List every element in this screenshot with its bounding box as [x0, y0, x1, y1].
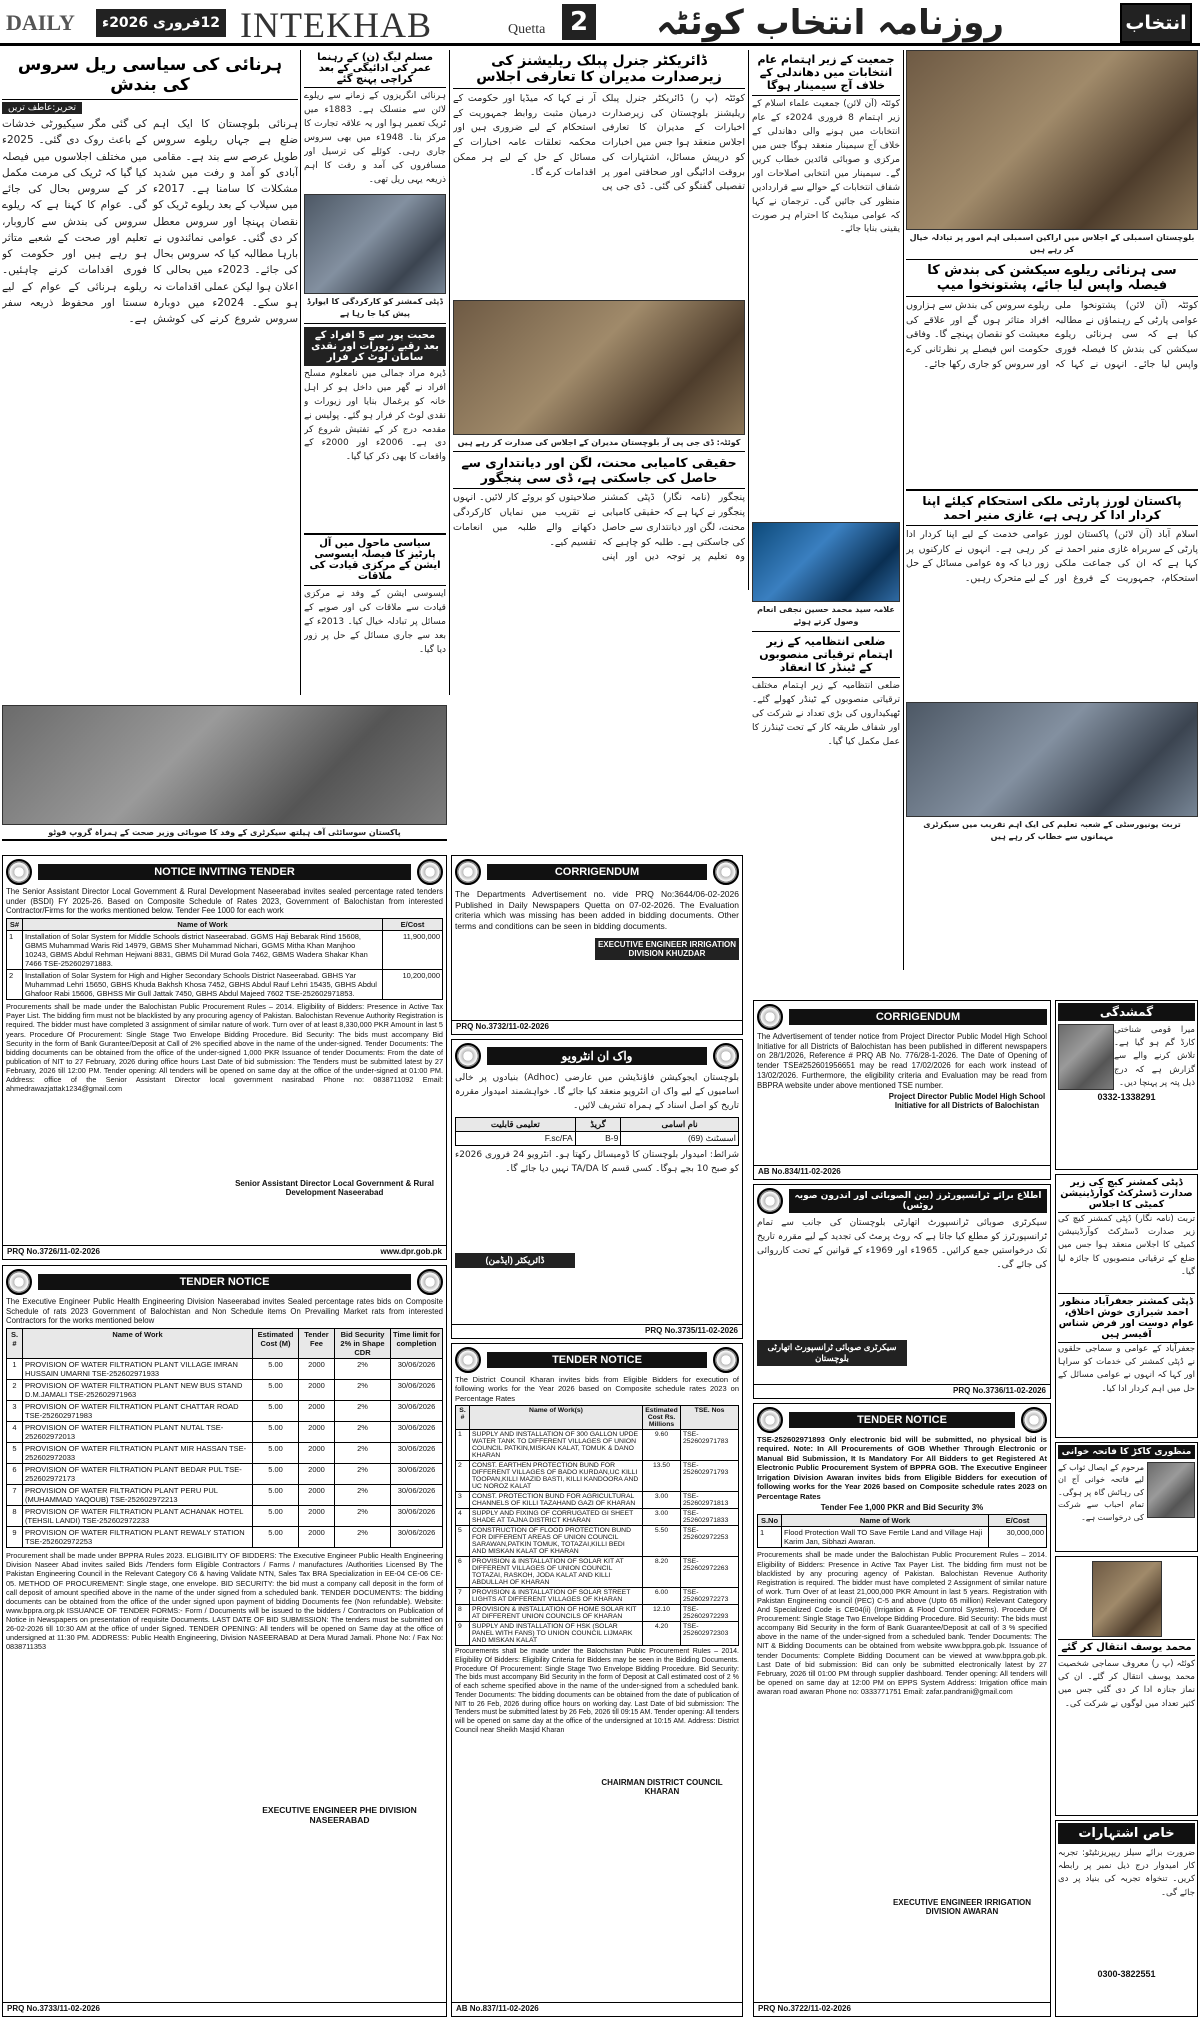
cell: TSE-252602972273 [681, 1588, 739, 1605]
cell: TSE-252602971813 [681, 1492, 739, 1509]
ad-intro: The District Council Kharan invites bids from Eligible Bidders for execution of following works for the Year 2026 based on Composite schedule rates 2023 on Percentage Rates [455, 1375, 739, 1403]
cell: CONST. EARTHEN PROTECTION BUND FOR DIFFERENT VILLAGES OF BADO KURDAN,UC KILLI TOOPAN,KILLI MAZID BASTI, KILLI KANDOORA AND UC NOROZ KALAT [470, 1461, 643, 1492]
prq-ref: PRQ No.3722/11-02-2026 [758, 2004, 851, 2013]
col-header: تعلیمی قابلیت [456, 1117, 576, 1131]
col-header: S.No [758, 1515, 782, 1527]
cell: TSE-252602972303 [681, 1622, 739, 1646]
corrigendum-pmhs [753, 1000, 1051, 1180]
ad-intro: The Executive Engineer Public Health Engineering Division Naseerabad invites Sealed percentage rates bids on Composite Schedule of rats 2023 Government of Balochistan and Non Schedule items On Prevailing Market rats from interested Contractors for the works mentioned below [6, 1297, 443, 1326]
column-4 [752, 50, 900, 970]
headline-dgpr: ڈائریکٹر جنرل پبلک ریلیشنز کی زیرصدارت مدیران کا تعارفی اجلاس [453, 50, 745, 89]
prq-ref: PRQ No.3733/11-02-2026 [7, 2004, 100, 2013]
govt-seal-icon [417, 1269, 443, 1295]
dc-meeting-news [1055, 1174, 1198, 1438]
cell: 8 [7, 1506, 23, 1527]
cell: 1 [758, 1527, 782, 1548]
cell: 9 [456, 1622, 470, 1646]
govt-seal-icon [6, 1269, 32, 1295]
table-row [7, 1443, 443, 1464]
cell: 30,000,000 [989, 1527, 1047, 1548]
cell: 5.00 [253, 1380, 299, 1401]
gumshuda-ad [1055, 1000, 1198, 1170]
ad-intro: The Senior Assistant Director Local Government & Rural Development Naseerabad invites sealed percentage rated tenders under (BSDI) FY 2025-26. Based on Composite Schedule of Rates 2023, Government of Balochistan from interested Contractor/Firms for the works mentioned below. Tender Fee 1000 for each work [6, 887, 443, 916]
ad-conditions: شرائط: امیدوار بلوچستان کا ڈومیسائل رکھتا ہو۔ انٹرویو 24 فروری 2026ء کو صبح 10 بجے ہوگا۔ کسی قسم کا TA/DA نہیں دیا جائے گا۔ [455, 1149, 739, 1174]
table-row [7, 970, 443, 1000]
govt-seal-icon [455, 1043, 481, 1069]
cell: 4 [456, 1509, 470, 1526]
ad-body: Procurements shall be made under the Balochistan Public Procurement Rules – 2014. Eligibility of Bidders: Presence in Active Tax Payer List. The bidding firm must not be blacklisted by any procuring agency of Pakistan. Balochistan Revenue Authority Registration is required. The bidder must have completed 3 assignment of similar nature of work. Turn over of at least 8,330,000 PKR Amount in last 5 years. Procedure Of Procurement: Single Stage Two Envelope Bidding Procedure. Bid Security: The bids must accompany Bid Security in the form of Bank Gurantee/Deposit at Call of 2% specified above in the name of the under-signed. Tender Documents: The bidding documents can be obtained from the office of the under-signed 1,000 PKR Issuance of tender Documents: From the date of publication of NIT to 27 February, 2026 during office hours Last Date of bid submission: The Tenders must be submitted latest by 27 February, 2026 till 12:00 PM. Tender opening: All tenders will be opened on same day at the office of the under-signed at 01:00 PM. Address: office of the Senior Assistant Director local government nasirabad Phone no: 0838711092 Email: ahmedrawazjattak1234@gmail.com [6, 1002, 443, 1094]
govt-seal-icon [6, 859, 32, 885]
classified-ads [1055, 1820, 1198, 2017]
phone-number: 0300-3822551 [1097, 1969, 1156, 1979]
prq-ref: PRQ No.3736/11-02-2026 [953, 1386, 1046, 1395]
date-badge: 12فروری 2026ء [96, 9, 226, 37]
cell: B-9 [575, 1131, 621, 1145]
col-header: S. # [7, 1329, 23, 1359]
cell: 8 [456, 1605, 470, 1622]
tender-table [757, 1514, 1047, 1548]
award-photo [304, 194, 446, 294]
col-header: Name of Work(s) [470, 1406, 643, 1430]
ad-title: اطلاع برائے ٹرانسپورٹرز (بین الصوبائی اور اندرون صوبہ روٹس) [789, 1189, 1047, 1213]
table-row [456, 1131, 739, 1145]
column-divider [748, 50, 749, 590]
cell: 11,900,000 [383, 931, 443, 970]
cell: F.sc/FA [456, 1131, 576, 1145]
post-qty: 69 [690, 1132, 701, 1143]
masthead [0, 0, 1200, 46]
article-body: جعفرآباد کے عوامی و سماجی حلقوں نے ڈپٹی کمشنر کی خدمات کو سراہا اور کہا کہ انہوں نے عوامی مسائل کے حل میں اہم کردار ادا کیا۔ [1058, 1344, 1195, 1394]
cell: 10,200,000 [383, 970, 443, 1000]
col-header: نام اسامی [621, 1117, 739, 1131]
cell: TSE-252602972293 [681, 1605, 739, 1622]
cell: PROVISION OF WATER FILTRATION PLANT VILLAGE IMRAN HUSSAIN UMARNI TSE-252602971933 [23, 1359, 253, 1380]
cell: 4.20 [643, 1622, 681, 1646]
ad-title: TENDER NOTICE [487, 1352, 707, 1368]
cell: SUPPLY AND INSTALLATION OF 300 GALLON UPDE WATER TANK TO DIFFERENT VILLAGES OF UNION COUNCIL PATKIN,MISKAN KALAT, TOMUK & DANO KHARAN [470, 1430, 643, 1461]
ad-body: The Advertisement of tender notice from Project Director Public Model High School Initiative for all Districts of Balochistan has been published in different newspapers on 28/1/2026, Reference # PRQ AB No. 776/28-1-2026. The Date of Opening of tender TSE#252601956651 may be read 17/02/2026 for each work instead of 13/02/2026. Furthermore, the eligibility criteria and Evaluation may be read from BBPRA website under above mentioned TSE number. [757, 1032, 1047, 1090]
table-row [456, 1588, 739, 1605]
prq-ref: PRQ No.3732/11-02-2026 [456, 1022, 549, 1031]
col-header: E/Cost [989, 1515, 1047, 1527]
cell: 30/06/2026 [391, 1464, 443, 1485]
ad-body: ضرورت برائے سیلز ریپریزنٹیٹو: تجربہ کار امیدوار درج ذیل نمبر پر رابطہ کریں۔ تنخواہ تجربہ کی بنیاد پر دی جائے گی۔ [1058, 1848, 1195, 1898]
phone-number: 0332-1338291 [1097, 1091, 1156, 1102]
ad-title: واک ان انٹرویو [487, 1047, 707, 1065]
cell: 30/06/2026 [391, 1527, 443, 1548]
cell: Flood Protection Wall TO Save Fertile Land and Village Haji Karim Jan, Sibhazi Awaran. [782, 1527, 989, 1548]
cell: 2000 [299, 1506, 335, 1527]
byline [2, 103, 298, 113]
cell: 2000 [299, 1485, 335, 1506]
col-header: E/Cost [383, 919, 443, 931]
govt-seal-icon [713, 859, 739, 885]
table-row [456, 1430, 739, 1461]
byline-text: تحریر:عاطف تریں [2, 102, 82, 114]
cell: 2000 [299, 1401, 335, 1422]
headline-dc-jafarabad: ڈپٹی کمشنر جعفرآباد منظور احمد شیرازی خوش اخلاق، عوام دوست اور فرض شناس آفیسر ہیں [1058, 1293, 1195, 1343]
cell: 5.00 [253, 1506, 299, 1527]
col-header: Estimated Cost (M) [253, 1329, 299, 1359]
ad-footer [754, 1165, 1050, 1179]
prq-ref: PRQ No.3735/11-02-2026 [645, 1326, 738, 1335]
ad-title: CORRIGENDUM [487, 864, 707, 880]
ad-footer [754, 1384, 1050, 1398]
cell: PROVISION OF WATER FILTRATION PLANT REWALY STATION TSE-252602972253 [23, 1527, 253, 1548]
ad-footer [452, 1020, 742, 1034]
cell: 30/06/2026 [391, 1359, 443, 1380]
ad-title: TENDER NOTICE [789, 1412, 1015, 1428]
table-row [456, 1461, 739, 1492]
cell: 30/06/2026 [391, 1443, 443, 1464]
ad-body: Procurements shall be made under the Balochistan Public Procurement Rules – 2014. Eligibility Of Bidders: Eligibility Criteria for Bidders may be seen in the Bidding Documents. Procedure Of Procurement: Single Stage Two Envelope Bidding Procedure. Bid Security: The bids must accompany Bid Security in the form of Deposit at Call estimated cost of 2 % of each scheme specified above in the name of the under-signed from a scheduled bank. Tender Documents: The bidding documents can be obtained from the date of publication of NIT to 26 Feb, 2026 during office hours on working day. Last Date of bid submission: The Tenders must be submitted latest by 26 Feb, 2026 till 09:15 AM. Tender opening: All tenders will be opened on same day at the office of the undersigned at 10:15 AM. Address: District Council near Sheikh Masjid Kharan [455, 1648, 739, 1734]
col-header: TSE. Nos [681, 1406, 739, 1430]
col-header: S. # [456, 1406, 470, 1430]
article-body: ہرنائی بلوچستان کا ایک اہم ضلع ہے جہاں ریلوے سروس طویل عرصے سے بند ہے۔ مقامی آبادی کو آمد و رفت میں شدید مشکلات کا سامنا ہے۔ 2017ء میں سیلاب کے بعد ریلوے ٹریک کو نقصان پہنچا اور سروس معطل کر دی گئی۔ عوامی نمائندوں نے بارہا مطالبہ کیا کہ سروس بحال کی جائے۔ 2023ء میں بحالی کا اعلان ہوا لیکن عملی اقدامات نہ ہو سکے۔ 2024ء میں دوبارہ سروس شروع کرنے کی کوشش کی گئی مگر سیکیورٹی خدشات کے باعث روک دی گئی۔ 2025ء میں مختلف اجلاسوں میں فیصلہ کیا گیا کہ ٹریک کی مرمت مکمل کر کے سروس بحال کی جائے گی۔ عوام کا کہنا ہے کہ ریلوے سروس کی بندش سے کاروبار، تعلیم اور صحت کے شعبے متاثر ہو رہے ہیں اور حکومت کو فوری اقدامات کرنے چاہئیں۔ ریلوے ہرنائی کے عوام کے لیے سستا اور محفوظ ذریعہ سفر ہے۔ [2, 118, 298, 326]
cell: 6.00 [643, 1588, 681, 1605]
ad-body: میرا قومی شناختی کارڈ گم ہو گیا ہے۔ تلاش کرنے والے سے گزارش ہے کہ درج ذیل پتہ پر پہنچا دیں۔ [1114, 1025, 1195, 1088]
cell: PROVISION OF WATER FILTRATION PLANT PERU PUL (MUHAMMAD YAQOUB) TSE-252602972213 [23, 1485, 253, 1506]
cell: PROVISION OF WATER FILTRATION PLANT CHATTAR ROAD TSE-252602971983 [23, 1401, 253, 1422]
cell: SUPPLY AND FIXING OF CORRUGATED GI SHEET SHADE AT TAJNA DISTRICT KHARAN [470, 1509, 643, 1526]
article-harnai-rail [2, 50, 298, 695]
cell: PROVISION OF WATER FILTRATION PLANT NUTAL TSE-252602972013 [23, 1422, 253, 1443]
person-photo [1092, 1561, 1162, 1637]
walk-in-interview [451, 1039, 743, 1339]
table-row [456, 1526, 739, 1557]
ad-body: The Departments Advertisement no. vide PRQ No:3644/06-02-2026 Published in Daily Newspapers Quetta on 07-02-2026. The Evaluation criteria which was missing has been added in bidding documents. Other terms and conditions can be seen in bidding documents. [455, 889, 739, 931]
col-header: S# [7, 919, 23, 931]
logo-text: انتخاب [1125, 12, 1187, 34]
cell: اسسٹنٹ (69) [621, 1131, 739, 1145]
tender-table [6, 1328, 443, 1548]
cell: TSE-252602971833 [681, 1509, 739, 1526]
cell: 5.00 [253, 1359, 299, 1380]
govt-seal-icon [757, 1004, 783, 1030]
column-divider [449, 50, 450, 695]
cell: PROVISION OF WATER FILTRATION PLANT MIR HASSAN TSE-252602972033 [23, 1443, 253, 1464]
cell: 6 [456, 1557, 470, 1588]
cell: 2% [335, 1527, 391, 1548]
tender-kharan [451, 1343, 743, 2017]
cell: 9.60 [643, 1430, 681, 1461]
cell: 5 [7, 1443, 23, 1464]
assembly-photo [906, 50, 1198, 230]
ad-title: خاص اشتہارات [1058, 1823, 1195, 1844]
cell: TSE-252602972263 [681, 1557, 739, 1588]
cell: 30/06/2026 [391, 1401, 443, 1422]
cell: 1 [7, 931, 23, 970]
city-en: Quetta [508, 22, 546, 37]
col-header: Time limit for completion [391, 1329, 443, 1359]
ad-signer: سیکرٹری صوبائی ٹرانسپورٹ اتھارٹی بلوچستان [757, 1340, 907, 1366]
logo [1120, 3, 1192, 43]
article-body: کوئٹہ (آن لائن) پشتونخوا ملی عوامی پارٹی کے رہنماؤں نے مطالبہ کیا ہے کہ سی ہرنائی ریلوے سیکشن کی بندش کا فیصلہ فوری واپس لیا جائے۔ انہوں نے کہا کہ ریلوے سروس کی بندش سے ہزاروں افراد متاثر ہوں گے اور علاقے کی معیشت کو نقصان پہنچے گا۔ وفاقی حکومت اس فیصلے پر نظرثانی کرے اور سروس کو جاری رکھا جائے۔ [906, 299, 1198, 370]
column-divider [300, 50, 301, 695]
cell: 2000 [299, 1359, 335, 1380]
headline-lovers-party: پاکستان لورز پارٹی ملکی استحکام کیلئے اپنا کردار ادا کر رہی ہے، غازی منیر احمد [906, 489, 1198, 526]
award-ceremony-photo [752, 522, 900, 602]
article-body: ہرنائی انگریزوں کے زمانے سے ریلوے لائن سے منسلک ہے۔ 1883ء میں ٹریک تعمیر ہوا اور یہ علاقہ تجارت کا مرکز بنا۔ 1948ء میں بھی سروس جاری رہی۔ کوئلے کی ترسیل اور مسافروں کی آمد و رفت کا اہم ذریعہ یہی ریل تھی۔ [304, 91, 446, 185]
photo-caption: تربت یونیورسٹی کے شعبہ تعلیم کی ایک اہم تقریب میں سیکرٹری مہمانوں سے خطاب کر رہے ہیں [923, 819, 1181, 842]
headline-tender-event: ضلعی انتظامیہ کے زیر اہتمام ترقیاتی منصوبوں کے ٹینڈر کا انعقاد [752, 632, 900, 678]
ad-footer [3, 1245, 446, 1259]
nit-naseerabad-lgrd [2, 855, 447, 1260]
tender-phe-naseerabad [2, 1265, 447, 2017]
col-header: Name of Work [782, 1515, 989, 1527]
govt-seal-icon [455, 1347, 481, 1373]
ad-body: سیکرٹری صوبائی ٹرانسپورٹ اتھارٹی بلوچستان کی جانب سے تمام ٹرانسپورٹرز کو مطلع کیا جاتا ہے کہ روٹ پرمٹ کی تجدید کے لیے مقررہ تاریخ تک درخواستیں جمع کرائیں۔ 1965ء اور 1969ء کے قوانین کے تحت کارروائی کی جائے گی۔ [757, 1218, 1047, 1270]
title-en: INTEKHAB [240, 5, 432, 45]
cell: TSE-252602972253 [681, 1526, 739, 1557]
cell: 30/06/2026 [391, 1506, 443, 1527]
column-5 [906, 50, 1198, 970]
cell: 3.00 [643, 1492, 681, 1509]
headline-dc-panjgur: حقیقی کامیابی محنت، لگن اور دیانتداری سے حاصل کی جاسکتی ہے، ڈی سی پنجگور [453, 452, 745, 489]
cell: 5.00 [253, 1401, 299, 1422]
photo-caption: پاکستان سوسائٹی آف ہیلتھ سیکرٹری کے وفد کا صوبائی وزیر صحت کے ہمراہ گروپ فوٹو [2, 827, 447, 841]
photo-caption: ڈپٹی کمشنر کو کارکردگی کا ایوارڈ پیش کیا جا رہا ہے [304, 294, 446, 324]
cell: 3.00 [643, 1509, 681, 1526]
table-row [456, 1622, 739, 1646]
ad-signer: EXECUTIVE ENGINEER PHE DIVISION NASEERABAD [262, 1805, 417, 1826]
ad-title: گمشدگی [1058, 1003, 1195, 1021]
headline-jui-seminar: جمعیت کے زیر اہتمام عام انتخابات میں دھاندلی کے خلاف آج سیمینار ہوگا [752, 50, 900, 96]
table-row [7, 1527, 443, 1548]
col-header: Name of Work [23, 1329, 253, 1359]
cell: 2% [335, 1506, 391, 1527]
table-row [7, 1422, 443, 1443]
ad-body: Procurement shall be made under BPPRA Rules 2023. ELIGIBILITY OF BIDDERS: The Executive Engineer Public Health Engineering Division Naseer Abad invites sailed Bids /Tenders form Eligible Contractors / Farms / manufactures /Authorities Licensed By The Pakistan Engineering Council in the Relevant Category C6 & having Validate NTN, Sales Tax BRA Specialization in EE-04 CE-06 CE-05. METHOD OF PROCUREMENT: Single stage, one envelope. BID SECURITY: the bid must a company call deposit in the form of call deposit of amount specified above in the name of the under signed from a scheduled bank. TENDER DOCUMENTS: The bidding documents can be obtained from the office of the under signed upon payment of bidding Documents fee (Non refundable). Website: www.bppra.org.pk ISSUANCE OF TENDER FORMS:- Form / Documents will be issued to the bidders / Contractors on Publication of Notice in Newspapers on presentation of requisite Documents. LAST DATE OF BID SUBMISSION: The tenders must be submitted on 26-02-2026 till 10:30 AM at the office of under Signed. TENDER OPENING: All tenders will be opened on Same day at the office of undersigned at 11:30 PM. ADDRESS: Public Health Engineering, Division NASEERABAD at Dera Murad Jamali. Phone No: / Fax No: 0838711353 [6, 1551, 443, 1652]
cell: Installation of Solar System for High and Higher Secondary Schools District Naseerabad. GBHS Yar Muhammad Lehri 15650, GBHS Khuda Bakhsh Khosa 7452, GBHS Abdul Rauf Lehri 15435, GBHS Abdul Ghafoor Rabi 15606, GBHSS Mir Gull Jattak 7450, GBHS Abdul Majeed 7602 TSE-252602971853. [23, 970, 383, 1000]
table-row [7, 1359, 443, 1380]
article-body: کوئٹہ (آن لائن) جمعیت علماء اسلام کے زیر اہتمام 8 فروری 2024ء کے عام انتخابات میں ہونے والی دھاندلی کے خلاف آج سیمینار منعقد ہوگا جس میں مرکزی و صوبائی قائدین خطاب کریں گے۔ سیمینار میں انتخابی اصلاحات اور شفاف انتخابات کے حوالے سے قراردادیں منظور کی جائیں گی۔ ترجمان نے کہا کہ عوامی مینڈیٹ کا احترام ہر صورت یقینی بنایا جائے۔ [752, 99, 900, 235]
cell: CONST. PROTECTION BUND FOR AGRICULTURAL CHANNELS OF KILLI TAZAHAND GAZI OF KHARAN [470, 1492, 643, 1509]
cell: 3 [456, 1492, 470, 1509]
cell: 30/06/2026 [391, 1380, 443, 1401]
article-body: ڈیرہ مراد جمالی میں نامعلوم مسلح افراد نے گھر میں داخل ہو کر اہل خانہ کو یرغمال بنایا اور زیورات و نقدی لوٹ کر فرار ہو گئے۔ پولیس نے مقدمہ درج کر کے تفتیش شروع کر دی ہے۔ 2006ء اور 2000ء کے واقعات کا بھی ذکر کیا گیا۔ [304, 368, 446, 463]
tender-awaran [753, 1403, 1051, 2017]
prq-ref: PRQ No.3726/11-02-2026 [7, 1247, 100, 1256]
editors-meeting-photo [453, 300, 745, 435]
cell: 30/06/2026 [391, 1485, 443, 1506]
ad-title: محمد یوسف انتقال کر گئے [1058, 1639, 1195, 1656]
cell: 1 [456, 1430, 470, 1461]
cell: 7 [7, 1485, 23, 1506]
cell: 2% [335, 1401, 391, 1422]
cell: 7 [456, 1588, 470, 1605]
prq-ref: AB No.837/11-02-2026 [456, 2004, 539, 2013]
ad-title: منظوری کاکڑ کا فاتحہ خوانی [1058, 1445, 1195, 1459]
cell: PROVISION & INSTALLATION OF SOLAR STREET LIGHTS AT DIFFERENT VILLAGES OF KHARAN [470, 1588, 643, 1605]
article-headline: ہرنائی کی سیاسی ریل سروس کی بندش [2, 50, 298, 100]
cell: 2000 [299, 1527, 335, 1548]
web-ref: www.dpr.gob.pk [380, 1247, 442, 1256]
cell: 3 [7, 1401, 23, 1422]
cell: 9 [7, 1527, 23, 1548]
cell: 2000 [299, 1464, 335, 1485]
photo-caption: کوئٹہ: ڈی جی پی آر بلوچستان مدیران کے اجلاس کی صدارت کر رہے ہیں [453, 435, 745, 452]
cell: 5.00 [253, 1464, 299, 1485]
ad-title: NOTICE INVITING TENDER [38, 864, 411, 880]
ad-intro: TSE-252602971893 Only electronic bid will be submitted, no physical bid is required. Note: In All Procurements of GOB Whether Through Electronic or Manual Bid Submission, It Is Mandatory For All Bidders to get Registered At Electronic Public Procurement System of BPPRA GOB. The Executive Engineer Irrigation Division Awaran invites bids from Eligible Bidders for execution of following works for the Year 2026 based on Composite schedule rates 2023 on Percentage Rates [757, 1435, 1047, 1501]
article-body: ضلعی انتظامیہ کے زیر اہتمام مختلف ترقیاتی منصوبوں کے ٹینڈر کھولے گئے۔ ٹھیکیداروں کی بڑی تعداد نے شرکت کی اور شفاف طریقہ کار کے تحت ٹینڈرز کا عمل مکمل کیا گیا۔ [752, 680, 900, 747]
posts-table [455, 1117, 739, 1146]
table-row [456, 1605, 739, 1622]
table-row [7, 1506, 443, 1527]
ad-body: Procurements shall be made under the Balochistan Public Procurement Rules – 2014. Eligibility of Bidders: Presence in Active Tax Payer List. The bidding firm must not be blacklisted by any procuring agency of Pakistan. Balochistan Revenue Authority Registration is required. The bidder must have completed 2 Assignment of similar nature of work. Turn Over of at least 21,000,000 PKR Amount in last 5 years. Registration with Pakistan Engineering council (PEC) C-5 and above (Upto 65 million) Relevant Category And Specialized Code is CE04(ii) (Irrigation & Flood Control Systems). Procedure Of Procurement: Single Stage Two Envelope Bidding Procedure. Bid Security: The bids must accompany Bid Security in the form of Bank Guarantee/Deposit at call of 3 % specified above in the name of the under-signed from a scheduled bank. Tender Documents: The NIT & Bidding Documents can be obtained from website www.bppra.gob.pk. Issuance of tender Documents: Complete Bidding Document can be viewed at www.bppra.gob.pk. Last Date of bid submission: Bid can only be submitted electronically latest by 27 February, 2026 till 01:00 PM through supplier dashboard. Tender opening: All tenders will be opened on same day at 12:00 PM on EPPS System Address: Irrigation office main awaran road awaran Phone no: 0333771751 Email: zafar.pandrani@gmail.com [757, 1550, 1047, 1697]
cell: 2% [335, 1485, 391, 1506]
ad-body: مرحوم کے ایصال ثواب کے لیے فاتحہ خوانی آج ان کی رہائش گاہ پر ہوگی۔ تمام احباب سے شرکت کی درخواست ہے۔ [1058, 1463, 1144, 1522]
tender-table [455, 1405, 739, 1646]
ad-footer [754, 2002, 1050, 2016]
cell: PROVISION & INSTALLATION OF HOME SOLAR KIT AT DIFFERENT UNION COUNCILS OF KHARAN [470, 1605, 643, 1622]
post-name: اسسٹنٹ [705, 1132, 736, 1143]
headline-pml: مسلم لیگ (ن) کے رہنما عمر کی ادائیگی کے بعد کراچی پہنچ گئے [304, 50, 446, 88]
group-photo [2, 705, 447, 825]
cell: 2000 [299, 1380, 335, 1401]
ad-footer [452, 1324, 742, 1338]
column-2 [304, 50, 446, 695]
cell: TSE-252602971793 [681, 1461, 739, 1492]
col-header: Name of Work [23, 919, 383, 931]
cell: 5.00 [253, 1527, 299, 1548]
cell: 2000 [299, 1422, 335, 1443]
column-3 [453, 50, 745, 590]
cell: 5 [456, 1526, 470, 1557]
ad-signer: EXECUTIVE ENGINEER IRRIGATION DIVISION KHUZDAR [595, 938, 739, 960]
cell: 5.00 [253, 1443, 299, 1464]
table-row [7, 1380, 443, 1401]
cell: 2 [456, 1461, 470, 1492]
table-row [7, 1464, 443, 1485]
cell: PROVISION OF WATER FILTRATION PLANT BEDAR PUL TSE-252602972173 [23, 1464, 253, 1485]
cell: 5.00 [253, 1422, 299, 1443]
prq-ref: AB No.834/11-02-2026 [758, 1167, 841, 1176]
govt-seal-icon [713, 1043, 739, 1069]
cell: 5.50 [643, 1526, 681, 1557]
cell: 30/06/2026 [391, 1422, 443, 1443]
headline-association: سیاسی ماحول میں آل پارٹیز کا فیصلہ ایسوسی ایشن کے مرکزی قیادت کی ملاقات [304, 533, 446, 586]
cell: 13.50 [643, 1461, 681, 1492]
table-row [456, 1557, 739, 1588]
cell: 2% [335, 1443, 391, 1464]
cell: Installation of Solar System for Middle Schools district Naseerabad. GGMS Haji Bebarak Rind 15608, GBMS Muhammad Waris Rid 14979, GBMS Sher Muhammad Nichari, GGMS Mitha Khan Manjhoo 10243, GBMS Abdul Rehman Hejwani 8831, GBMS Dil Murad Gola 7462, GBMS Wadera Shakar Khan 7466 TSE-252602971883. [23, 931, 383, 970]
headline-pkmap: سی ہرنائی ریلوے سیکشن کی بندش کا فیصلہ واپس لیا جائے، پشتونخوا میپ [906, 260, 1198, 297]
title-ur: روزنامہ انتخاب کوئٹہ [656, 3, 1004, 43]
cell: 2 [7, 970, 23, 1000]
photo-caption: علامہ سید محمد حسین نجفی انعام وصول کرتے ہوئے [752, 602, 900, 632]
ad-signer: CHAIRMAN DISTRICT COUNCIL KHARAN [601, 1778, 723, 1797]
obituary-ad [1055, 1556, 1198, 1816]
ad-fee: Tender Fee 1,000 PKR and Bid Security 3% [820, 1503, 984, 1513]
person-photo [1058, 1024, 1114, 1090]
university-photo [906, 702, 1198, 817]
cell: 2% [335, 1380, 391, 1401]
cell: 1 [7, 1359, 23, 1380]
cell: 2% [335, 1464, 391, 1485]
ad-body: کوئٹہ (پ ر) معروف سماجی شخصیت محمد یوسف انتقال کر گئے۔ ان کی نماز جنازہ ادا کر دی گئی جس میں کثیر تعداد میں لوگوں نے شرکت کی۔ [1058, 1659, 1195, 1709]
col-header: گریڈ [575, 1117, 621, 1131]
col-header: Tender Fee [299, 1329, 335, 1359]
headline-dc-kech: ڈپٹی کمشنر کیچ کی زیر صدارت ڈسٹرکٹ کوآرڈینیشن کمیٹی کا اجلاس [1058, 1177, 1195, 1213]
govt-seal-icon [417, 859, 443, 885]
col-header: Bid Security 2% in Shape CDR [335, 1329, 391, 1359]
table-row [456, 1492, 739, 1509]
tender-table [6, 918, 443, 1000]
page-number: 2 [562, 4, 596, 40]
ad-body: بلوچستان ایجوکیشن فاؤنڈیشن میں عارضی (Adhoc) بنیادوں پر خالی اسامیوں کے لیے واک ان انٹرویو منعقد کیا جائے گا۔ خواہشمند امیدوار مقررہ تاریخ کو اصل اسناد کے ہمراہ تشریف لائیں۔ [455, 1073, 739, 1111]
cell: 2000 [299, 1443, 335, 1464]
table-row [456, 1509, 739, 1526]
govt-seal-icon [713, 1347, 739, 1373]
govt-seal-icon [455, 859, 481, 885]
daily-label: DAILY [6, 10, 75, 35]
table-row [7, 1401, 443, 1422]
person-photo [1147, 1462, 1195, 1518]
cell: CONSTRUCTION OF FLOOD PROTECTION BUND FOR DIFFERENT AREAS OF UNION COUNCIL SARAWAN,PATKIN TOMUK, TOTAZAI,KILLI BEDI AND MISKAN KALAT OF KHARAN [470, 1526, 643, 1557]
cell: PROVISION OF WATER FILTRATION PLANT NEW BUS STAND D.M.JAMALI TSE-252602971963 [23, 1380, 253, 1401]
ad-title: CORRIGENDUM [789, 1009, 1047, 1025]
cell: SUPPLY AND INSTALLATION OF HSK (SOLAR PANEL WITH FANS) TO UNION COUNCIL LIJMARK AND MISKAN KALAT [470, 1622, 643, 1646]
headline-robbery: محبت پور سے 5 افراد کے بعد رقبے زیورات اور نقدی سامان لوٹ کر فرار [304, 327, 446, 366]
table-row [7, 1485, 443, 1506]
cell: 2% [335, 1359, 391, 1380]
cell: 12.10 [643, 1605, 681, 1622]
article-body: پنجگور (نامہ نگار) ڈپٹی کمشنر پنجگور نے کہا ہے کہ حقیقی کامیابی محنت، لگن اور دیانتداری سے حاصل کی جاسکتی ہے۔ طلبہ کو چاہیے کہ وہ تعلیم پر توجہ دیں اور اپنی صلاحیتوں کو بروئے کار لائیں۔ انہوں نے تقریب میں نمایاں کارکردگی دکھانے والے طلبہ میں انعامات تقسیم کیے۔ [453, 492, 745, 563]
notice-transporters [753, 1184, 1051, 1399]
cell: PROVISION OF WATER FILTRATION PLANT ACHANAK HOTEL (TEHSIL LANDI) TSE-252602972233 [23, 1506, 253, 1527]
ad-footer [3, 2002, 446, 2016]
cell: PROVISION & INSTALLATION OF SOLAR KIT AT DIFFERENT VILLAGES OF UNION COUNCIL TOTAZAI, RASKOH, JODA KALAT AND KILLI ABDULLAH OF KHARAN [470, 1557, 643, 1588]
table-row [7, 931, 443, 970]
cell: 2 [7, 1380, 23, 1401]
cell: TSE-252602971783 [681, 1430, 739, 1461]
corrigendum-khuzdar [451, 855, 743, 1035]
article-body: تربت (نامہ نگار) ڈپٹی کمشنر کیچ کی زیر صدارت ڈسٹرکٹ کوآرڈینیشن کمیٹی کا اجلاس منعقد ہوا جس میں ضلع کے ترقیاتی منصوبوں کا جائزہ لیا گیا۔ [1058, 1214, 1195, 1277]
fateha-ad [1055, 1442, 1198, 1552]
article-body: اسلام آباد (آن لائن) پاکستان لورز پارٹی کے سربراہ غازی منیر احمد نے کہا ہے کہ ان کی جماعت ملکی استحکام، جمہوریت کے فروغ اور عوامی خدمت کے لیے اپنا کردار ادا کر رہی ہے۔ انہوں نے کارکنوں پر زور دیا کہ وہ عوامی مسائل کے حل کے لیے متحرک رہیں۔ [906, 528, 1198, 584]
cell: 2% [335, 1422, 391, 1443]
cell: 8.20 [643, 1557, 681, 1588]
column-divider [903, 50, 904, 970]
govt-seal-icon [1021, 1407, 1047, 1433]
cell: 5.00 [253, 1485, 299, 1506]
article-body: کوئٹہ (پ ر) ڈائریکٹر جنرل پبلک ریلیشنز بلوچستان کی زیرصدارت اخبارات کے مدیران کا تعارفی اجلاس منعقد ہوا جس میں اخبارات کو درپیش مسائل، اشتہارات کی بروقت ادائیگی اور صحافتی امور پر تفصیلی گفتگو کی گئی۔ ڈی جی پی آر نے کہا کہ میڈیا اور حکومت کے درمیان مثبت روابط جمہوریت کے استحکام کے لیے ضروری ہیں اور محکمہ تعلقات عامہ اخبارات کے مسائل کے حل کے لیے ہر ممکن اقدامات کرے گا۔ [453, 93, 745, 193]
ad-footer [452, 2002, 742, 2016]
govt-seal-icon [757, 1407, 783, 1433]
cell: 4 [7, 1422, 23, 1443]
article-body: ایسوسی ایشن کے وفد نے مرکزی قیادت سے ملاقات کی اور صوبے کے مسائل پر تبادلہ خیال کیا۔ 2013ء کے بعد سے جاری مسائل کے حل پر زور دیا گیا۔ [304, 588, 446, 655]
cell: 6 [7, 1464, 23, 1485]
table-row [758, 1527, 1047, 1548]
photo-caption: بلوچستان اسمبلی کے اجلاس میں اراکین اسمبلی اہم امور پر تبادلہ خیال کر رہے ہیں [906, 230, 1198, 260]
ad-signer: ڈائریکٹر (ایڈمن) [455, 1253, 575, 1268]
ad-signer: Project Director Public Model High School Initiative for all Districts of Balochistan [888, 1092, 1046, 1111]
col-header: Estimated Cost Rs. Millions [643, 1406, 681, 1430]
govt-seal-icon [757, 1188, 783, 1214]
ad-signer: EXECUTIVE ENGINEER IRRIGATION DIVISION AWARAN [892, 1898, 1032, 1917]
ad-signer: Senior Assistant Director Local Government & Rural Development Naseerabad [235, 1179, 434, 1198]
ad-title: TENDER NOTICE [38, 1274, 411, 1290]
